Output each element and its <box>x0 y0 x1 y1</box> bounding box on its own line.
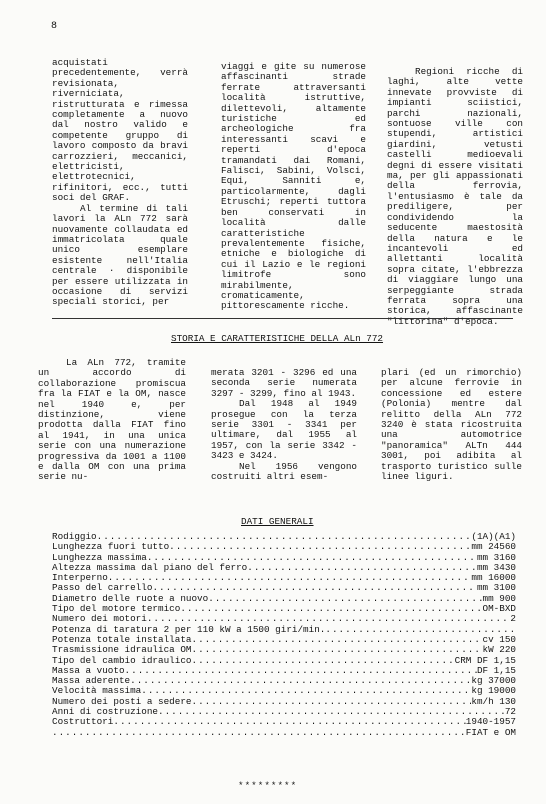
data-row-label: Altezza massima dal piano del ferro <box>52 562 248 573</box>
dot-leader <box>169 542 471 552</box>
data-row-value: DF 1,15 <box>476 665 516 676</box>
data-row-value: mm 900 <box>482 593 516 604</box>
dot-leader <box>52 728 466 738</box>
data-row <box>52 656 516 666</box>
data-row-value: mm 3160 <box>476 552 516 563</box>
data-row-label: Interperno <box>52 573 108 584</box>
data-row-label: Massa aderente <box>52 676 131 687</box>
data-row <box>52 573 516 583</box>
data-row <box>52 728 516 738</box>
data-row-value: FIAT e OM <box>465 727 516 738</box>
data-row <box>52 563 516 573</box>
data-row <box>52 604 516 614</box>
data-row-value: mm 24560 <box>471 542 516 553</box>
data-row <box>52 676 516 686</box>
data-row-value: 72 <box>504 707 516 718</box>
data-row <box>52 707 516 717</box>
paragraph: acquistati precedentemente, verrà revisionata, riverniciata, ristrutturata e rimessa completamente a nuovo dal nostro valido e competente gruppo di lavoro composto da bravi carrozzieri, meccanici, elettricisti, elettrotecnici, rifinitori, ecc., tutti soci del GRAF. <box>52 57 188 204</box>
dot-leader <box>125 666 477 676</box>
paragraph: La ALn 772, tramite un accordo di collaborazione promiscua fra la FIAT e la OM, nasce nel 1940 e, per distinzione, viene prodotta dalla FIAT fino al 1941, in una unica serie con una numerazione progressiva da 1001 a 1100 e dalla OM con una prima serie nu- <box>38 357 186 483</box>
data-row-label: Tipo del motore termico <box>52 604 181 615</box>
dot-leader <box>191 656 454 666</box>
data-row-value: 1940-1957 <box>465 717 516 728</box>
paragraph: merata 3201 - 3296 ed una seconda serie numerata 3297 - 3299, fino al 1943. <box>211 367 357 399</box>
history-column-1 <box>38 358 186 483</box>
data-row-label: Rodiggio <box>52 532 97 542</box>
closing-stars: ********* <box>238 780 298 791</box>
data-row-label: Numero dei posti a sedere <box>52 696 192 707</box>
data-row-value: kW 220 <box>482 645 516 656</box>
data-row <box>52 625 516 635</box>
data-row <box>52 645 516 655</box>
data-row <box>52 614 516 624</box>
history-heading: STORIA E CARATTERISTICHE DELLA ALn 772 <box>171 333 384 344</box>
data-row-value: kg 19000 <box>471 686 516 697</box>
paragraph: Al termine di tali lavori la ALn 772 sarà nuovamente collaudata ed immatricolata quale unico esemplare esistente nell'Italia centrale · disponibile per essere utilizzata in occasione di servizi speciali storici, per <box>52 202 188 308</box>
data-row <box>52 532 516 542</box>
dot-leader <box>113 717 465 727</box>
dot-leader <box>191 645 482 655</box>
data-row-value: km/h 130 <box>471 696 516 707</box>
data-row-label: Diametro delle ruote a nuovo <box>52 593 209 604</box>
data-row-label: Passo del carrello <box>52 583 153 594</box>
dot-leader <box>108 573 472 583</box>
data-row-value: CRM DF 1,15 <box>454 655 516 666</box>
data-row-value: 2 <box>510 614 516 625</box>
paragraph: Regioni ricche di laghi, alte vette innevate provviste di impianti sciistici, parchi nazionali, sontuose ville con stupendi, artistici giardini, vetusti castelli medioevali degni di essere visitati ma, per gli appassionati della ferrovia, l'entusiasmo è tale da prediligere, per condividendo la seducente maestosità della natura e le incantevoli ed allettanti località sopra citate, l'ebbrezza di viaggiare lungo una serpeggiante strada ferrata sopra una storica, affascinante "littorina" d'epoca. <box>387 66 523 327</box>
data-row-label: Potenza di taratura 2 per 110 kW a 1500 giri/min. <box>52 624 326 635</box>
history-column-2 <box>211 368 357 482</box>
data-row-value: (1A)(A1) <box>471 532 516 542</box>
intro-column-3 <box>387 67 523 327</box>
paragraph: Dal 1948 al 1949 prosegue con la terza serie 3301 - 3341 per ultimare, dal 1955 al 1957, con la serie 3342 - 3423 e 3424. <box>211 398 357 462</box>
data-row-label: Numero dei motori <box>52 614 147 625</box>
data-row <box>52 594 516 604</box>
data-row-label: Costruttori <box>52 717 114 728</box>
data-row-label: Potenza totale installata <box>52 634 192 645</box>
data-row-value: kg 37000 <box>471 676 516 687</box>
dot-leader <box>152 583 477 593</box>
data-row-value: mm 3100 <box>476 583 516 594</box>
dot-leader <box>141 686 471 696</box>
dot-leader <box>147 553 477 563</box>
dot-leader <box>208 594 482 604</box>
data-row <box>52 686 516 696</box>
history-column-3 <box>381 368 522 482</box>
data-row <box>52 542 516 552</box>
data-row-label: Anni di costruzione <box>52 707 159 718</box>
data-row-label: Lunghezza fuori tutto <box>52 542 170 553</box>
data-row-value: cv 150 <box>482 634 516 645</box>
intro-column-1 <box>52 58 188 308</box>
dot-leader <box>247 563 477 573</box>
section-divider <box>52 318 513 319</box>
data-row-label: Massa a vuoto <box>52 665 125 676</box>
general-data-heading: DATI GENERALI <box>241 516 314 527</box>
data-row <box>52 553 516 563</box>
intro-column-2 <box>221 62 366 312</box>
general-data-table <box>52 532 516 738</box>
paragraph: plari (ed un rimorchio) per alcune ferrovie in concessione ed estere (Polonia) mentre dal relitto della ALn 772 3240 è stata ricostruita una automotrice "panoramica" ALTn 444 3001, poi adibita al trasporto turistico sulle linee liguri. <box>381 367 522 483</box>
data-row-value: mm 16000 <box>471 573 516 584</box>
dot-leader <box>191 635 482 645</box>
data-row-label: Velocità massima <box>52 686 142 697</box>
data-row-value: OM-BXD <box>482 604 516 615</box>
data-row-label: Tipo del cambio idraulico <box>52 655 192 666</box>
dot-leader <box>147 614 511 624</box>
data-row <box>52 697 516 707</box>
dot-leader <box>130 676 471 686</box>
data-row-label: Trasmissione idraulica OM <box>52 645 192 656</box>
dot-leader <box>191 697 471 707</box>
dot-leader <box>158 707 505 717</box>
data-row <box>52 666 516 676</box>
dot-leader <box>97 532 472 542</box>
data-row-label: Lunghezza massima <box>52 552 147 563</box>
paragraph: Nel 1956 vengono costruiti altri esem- <box>211 460 357 483</box>
data-row-value: mm 3430 <box>476 562 516 573</box>
dot-leader <box>325 625 516 635</box>
dot-leader <box>180 604 482 614</box>
data-row <box>52 635 516 645</box>
data-row <box>52 583 516 593</box>
page-number: 8 <box>51 21 58 32</box>
data-row <box>52 717 516 727</box>
paragraph: viaggi e gite su numerose affascinanti strade ferrate attraversanti località istruttive, dilettevoli, altamente turistiche ed archeologiche fra interessanti scavi e reperti d'epoca tramandati dai Romani, Falisci, Sabini, Volsci, Equi, Sanniti e, particolarmente, dagli Etruschi; reperti tuttora ben conservati in località dalle caratteristiche prevalentemente fisiche, etniche e biologiche di cui il Lazio e le regioni limitrofe sono mirabilmente, cromaticamente, pittorescamente ricche. <box>221 61 366 312</box>
